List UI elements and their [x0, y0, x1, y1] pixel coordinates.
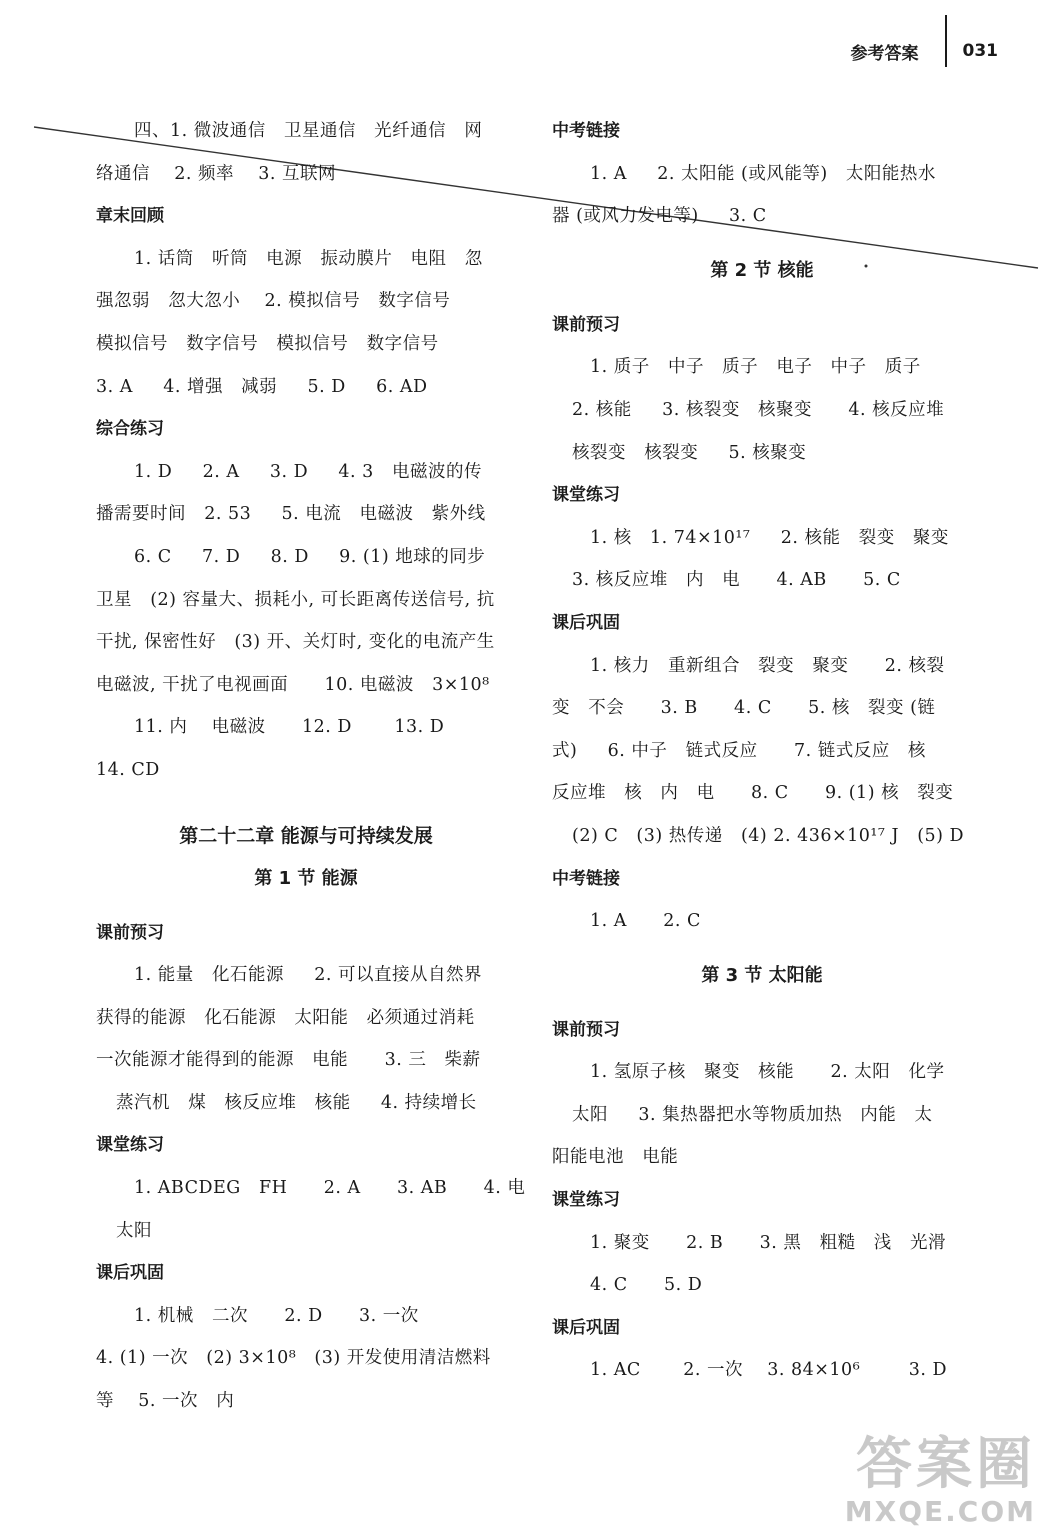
answer-line: 2. 核能 3. 核裂变 核聚变 4. 核反应堆	[572, 399, 945, 420]
answer-line: 卫星 (2) 容量大、损耗小, 可长距离传送信号, 抗	[96, 589, 495, 610]
header-title: 参考答案	[850, 43, 919, 64]
spacer	[96, 792, 516, 814]
answer-line: 1. 机械 二次 2. D 3. 一次	[134, 1305, 419, 1326]
answer-line: 干扰, 保密性好 (3) 开、关灯时, 变化的电流产生	[96, 632, 495, 653]
answer-line: 1. A 2. 太阳能 (或风能等) 太阳能热水	[590, 163, 936, 184]
answer-line: 4. (1) 一次 (2) 3×10⁸ (3) 开发使用清洁燃料	[96, 1348, 491, 1369]
lesson-title: 第 2 节 核能	[710, 259, 814, 281]
answer-line: 电磁波, 干扰了电视画面 10. 电磁波 3×10⁸	[96, 674, 490, 695]
section-heading: 综合练习	[96, 419, 164, 440]
answer-line: 播需要时间 2. 53 5. 电流 电磁波 紫外线	[96, 504, 486, 525]
header-divider	[945, 15, 947, 67]
section-heading: 中考链接	[552, 868, 620, 889]
page-header	[851, 36, 999, 66]
spacer	[552, 238, 972, 250]
chapter-title: 第二十二章 能源与可持续发展	[179, 824, 433, 847]
section-heading: 课堂练习	[552, 1190, 620, 1211]
answer-line: 1. ABCDEG FH 2. A 3. AB 4. 电	[134, 1178, 526, 1199]
section-heading: 课前预习	[552, 1019, 620, 1040]
section-heading: 课前预习	[552, 314, 620, 335]
answer-line: 太阳 3. 集热器把水等物质加热 内能 太	[572, 1104, 933, 1125]
answer-line: 4. C 5. D	[590, 1275, 703, 1296]
answer-line: 11. 内 电磁波 12. D 13. D	[134, 717, 445, 738]
answer-line: 1. 核力 重新组合 裂变 聚变 2. 核裂	[590, 655, 945, 676]
answer-line: 络通信 2. 频率 3. 互联网	[96, 163, 337, 184]
answer-line: 器 (或风力发电等) 3. C	[552, 206, 767, 227]
spacer	[96, 900, 516, 912]
section-heading: 中考链接	[552, 121, 620, 141]
answer-line: 核裂变 核裂变 5. 核聚变	[572, 442, 807, 463]
watermark-domain: MXQE.COM	[844, 1495, 1036, 1528]
answer-line: 阳能电池 电能	[552, 1147, 679, 1168]
answer-line: 四、1. 微波通信 卫星通信 光纤通信 网	[134, 121, 483, 141]
answer-line: 强忽弱 忽大忽小 2. 模拟信号 数字信号	[96, 291, 451, 312]
section-heading: 章末回顾	[96, 206, 164, 227]
answer-line: 1. 核 1. 74×10¹⁷ 2. 核能 裂变 聚变	[590, 527, 949, 548]
watermark-logo	[844, 1432, 1036, 1528]
answer-line: 太阳	[116, 1220, 152, 1241]
section-heading: 课堂练习	[96, 1135, 164, 1156]
answer-line: 3. 核反应堆 内 电 4. AB 5. C	[572, 570, 901, 591]
answer-line: 6. C 7. D 8. D 9. (1) 地球的同步	[134, 546, 486, 567]
lesson-title: 第 3 节 太阳能	[701, 964, 823, 986]
answer-line: 等 5. 一次 内	[96, 1391, 235, 1412]
answer-line: 模拟信号 数字信号 模拟信号 数字信号	[96, 333, 439, 354]
answer-line: 式) 6. 中子 链式反应 7. 链式反应 核	[552, 740, 926, 761]
answer-line: 1. 氢原子核 聚变 核能 2. 太阳 化学	[590, 1062, 945, 1083]
answer-line: 1. 聚变 2. B 3. 黑 粗糙 浅 光滑	[590, 1232, 946, 1253]
answer-line: 1. 话筒 听筒 电源 振动膜片 电阻 忽	[134, 248, 483, 269]
right-column	[552, 110, 972, 1392]
answer-line: 1. A 2. C	[590, 911, 701, 932]
answer-line: 一次能源才能得到的能源 电能 3. 三 柴薪	[96, 1050, 481, 1071]
page-number: 031	[962, 41, 998, 61]
spacer	[552, 292, 972, 304]
answer-line: 14. CD	[96, 759, 160, 780]
answer-line: 1. AC 2. 一次 3. 84×10⁶ 3. D	[590, 1360, 948, 1381]
answer-line: 3. A 4. 增强 减弱 5. D 6. AD	[96, 376, 428, 397]
spacer	[552, 943, 972, 955]
left-column	[96, 110, 526, 1423]
section-heading: 课后巩固	[552, 612, 620, 633]
answer-line: 反应堆 核 内 电 8. C 9. (1) 核 裂变	[552, 783, 954, 804]
lesson-title: 第 1 节 能源	[254, 867, 358, 889]
answer-line: 获得的能源 化石能源 太阳能 必须通过消耗	[96, 1007, 475, 1028]
section-heading: 课前预习	[96, 922, 164, 943]
section-heading: 课后巩固	[96, 1263, 164, 1284]
answer-line: 变 不会 3. B 4. C 5. 核 裂变 (链	[552, 698, 936, 719]
watermark-text: 答案圈	[856, 1432, 1036, 1497]
answer-line: 1. D 2. A 3. D 4. 3 电磁波的传	[134, 461, 483, 482]
answer-line: 1. 能量 化石能源 2. 可以直接从自然界	[134, 965, 483, 986]
section-heading: 课堂练习	[552, 485, 620, 506]
answer-line: (2) C (3) 热传递 (4) 2. 436×10¹⁷ J (5) D	[572, 825, 965, 846]
answer-line: 蒸汽机 煤 核反应堆 核能 4. 持续增长	[116, 1092, 477, 1113]
answer-line: 1. 质子 中子 质子 电子 中子 质子	[590, 357, 921, 378]
section-heading: 课后巩固	[552, 1317, 620, 1338]
spacer	[552, 997, 972, 1009]
